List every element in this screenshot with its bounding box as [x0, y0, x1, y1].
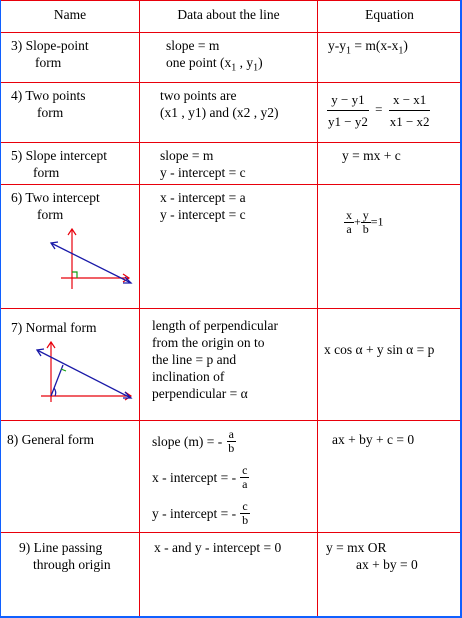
- row-two-points: [1, 83, 462, 143]
- data-line-1: two points are: [160, 88, 237, 103]
- equation-cell: [318, 421, 462, 533]
- header-name: Name: [1, 1, 140, 33]
- name-cell: [1, 185, 140, 309]
- y-intercept-line: y - intercept = - $\frac{c}{b}$: [152, 498, 249, 527]
- data-cell: [140, 33, 318, 83]
- equation-cell: [318, 143, 462, 185]
- data-line-1: x - and y - intercept = 0: [154, 540, 282, 555]
- row-normal-form: [1, 309, 462, 421]
- normal-form-diagram: [11, 340, 136, 408]
- equation-cell: [318, 533, 462, 617]
- x-over-a: $\frac{x}{a}$: [346, 208, 352, 236]
- x-intercept-line: x - intercept = - $\frac{c}{a}$: [152, 462, 248, 491]
- name-line-1: 6) Two intercept: [11, 190, 100, 205]
- row-two-intercept: [1, 185, 462, 309]
- equation-line-1: y = mx OR: [326, 540, 387, 555]
- data-line-5: perpendicular = α: [152, 386, 248, 401]
- name-cell: [1, 421, 140, 533]
- slope-line: slope (m) = - $\frac{a}{b}$: [152, 426, 235, 455]
- header-equation: Equation: [318, 1, 462, 33]
- equation: y = mx + c: [342, 148, 401, 163]
- data-line-2: (x1 , y1) and (x2 , y2): [160, 105, 279, 120]
- equation-cell: [318, 309, 462, 421]
- name-line-2: form: [35, 55, 62, 70]
- plus-sign: +: [354, 214, 361, 229]
- name-line-2: through origin: [33, 557, 111, 572]
- name-line-1: 9) Line passing: [19, 540, 103, 555]
- name-cell: [1, 143, 140, 185]
- data-line-1: length of perpendicular: [152, 318, 278, 333]
- data-line-1: slope = m: [166, 38, 220, 53]
- two-intercept-diagram: [39, 225, 139, 295]
- data-cell: [140, 143, 318, 185]
- data-line-1: x - intercept = a: [160, 190, 246, 205]
- data-cell: [140, 309, 318, 421]
- equals-one: =1: [370, 214, 384, 229]
- equation: x cos α + y sin α = p: [324, 342, 435, 357]
- row-slope-point: [1, 33, 462, 83]
- equation-cell: [318, 83, 462, 143]
- frame-left-border: [0, 0, 1, 618]
- name-line-2: form: [37, 207, 64, 222]
- name-line-1: 3) Slope-point: [11, 38, 89, 53]
- row-through-origin: [1, 533, 462, 617]
- name-line-2: form: [37, 105, 64, 120]
- equation: $y-y_1 = m(x-x_1)$: [328, 38, 408, 57]
- data-line-3: the line = p and: [152, 352, 237, 367]
- name-line-1: 4) Two points: [11, 88, 86, 103]
- name-line-2: form: [33, 165, 60, 180]
- row-slope-intercept: [1, 143, 462, 185]
- name-line-1: 7) Normal form: [11, 320, 97, 335]
- equals-sign: =: [375, 101, 383, 117]
- name-cell: [1, 533, 140, 617]
- data-line-2: from the origin on to: [152, 335, 265, 350]
- equation-cell: [318, 185, 462, 309]
- equation: ax + by + c = 0: [332, 432, 415, 447]
- data-line-4: inclination of: [152, 369, 225, 384]
- data-line-2: y - intercept = c: [160, 165, 246, 180]
- right-fraction: $\frac{x - x1}{x1 - x2}$: [389, 92, 430, 129]
- data-line-1: slope = m: [160, 148, 214, 163]
- data-cell: [140, 533, 318, 617]
- data-line-2: y - intercept = c: [160, 207, 246, 222]
- name-cell: [1, 83, 140, 143]
- y-over-b: $\frac{y}{b}$: [362, 208, 369, 236]
- name-line-1: 8) General form: [7, 432, 94, 447]
- equation-line-2: ax + by = 0: [356, 557, 418, 572]
- row-general-form: [1, 421, 462, 533]
- header-row: [1, 1, 462, 33]
- name-cell: [1, 33, 140, 83]
- name-cell: [1, 309, 140, 421]
- left-fraction: $\frac{y - y1}{y1 - y2}$: [328, 92, 368, 129]
- data-cell: [140, 421, 318, 533]
- header-data: Data about the line: [140, 1, 318, 33]
- data-line-2: one point ($x_1$ , $y_1$): [166, 55, 263, 74]
- name-line-1: 5) Slope intercept: [11, 148, 107, 163]
- data-cell: [140, 83, 318, 143]
- data-cell: [140, 185, 318, 309]
- equation-cell: [318, 33, 462, 83]
